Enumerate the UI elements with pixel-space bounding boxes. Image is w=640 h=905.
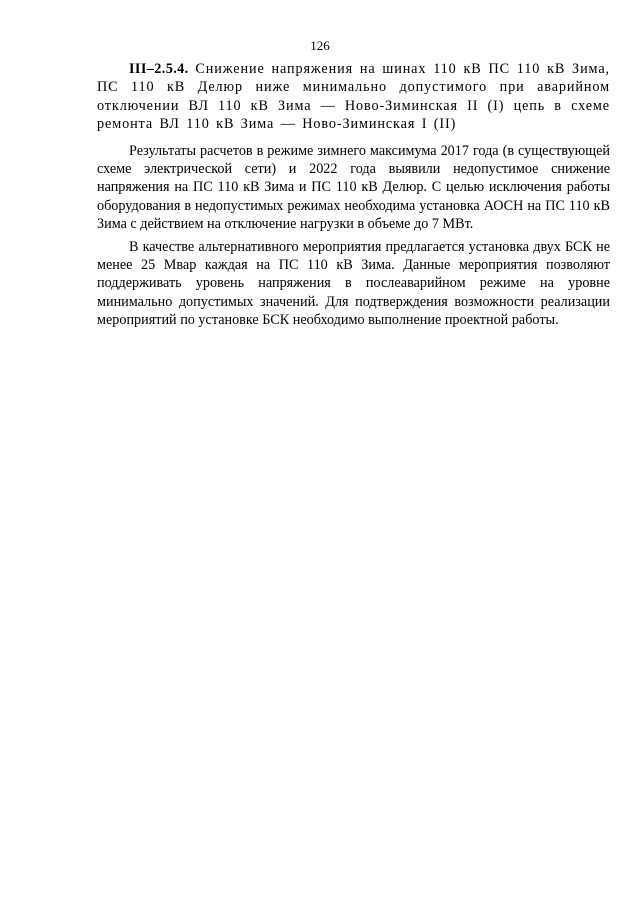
body-paragraph-1: Результаты расчетов в режиме зимнего максимума 2017 года (в существующей схеме электрической сети) и 2022 года выявили недопустимое снижение напряжения на ПС 110 кВ Зима и ПС 110 кВ Делюр. С целью исключения работы оборудования в недопустимых режимах необходима установка АОСН на ПС 110 кВ Зима с действием на отключение нагрузки в объеме до 7 МВт.: [97, 142, 610, 233]
page-number: 126: [310, 38, 330, 53]
section-number: III–2.5.4.: [129, 61, 189, 77]
section-title: Снижение напряжения на шинах 110 кВ ПС 110 кВ Зима, ПС 110 кВ Делюр ниже минимально допустимого при аварийном отключении ВЛ 110 кВ Зима — Ново-Зиминская II (I) цепь в схеме ремонта ВЛ 110 кВ Зима — Ново-Зиминская I (II): [97, 61, 610, 133]
paragraph-gap: [97, 134, 610, 142]
body-paragraph-2: В качестве альтернативного мероприятия предлагается установка двух БСК не менее 25 Мвар каждая на ПС 110 кВ Зима. Данные мероприятия позволяют поддерживать уровень напряжения в послеаварийном режиме на уровне минимально допустимых значений. Для подтверждения возможности реализации мероприятий по установке БСК необходимо выполнение проектной работы.: [97, 238, 610, 329]
page-content: [97, 60, 610, 330]
section-heading: [97, 60, 610, 134]
